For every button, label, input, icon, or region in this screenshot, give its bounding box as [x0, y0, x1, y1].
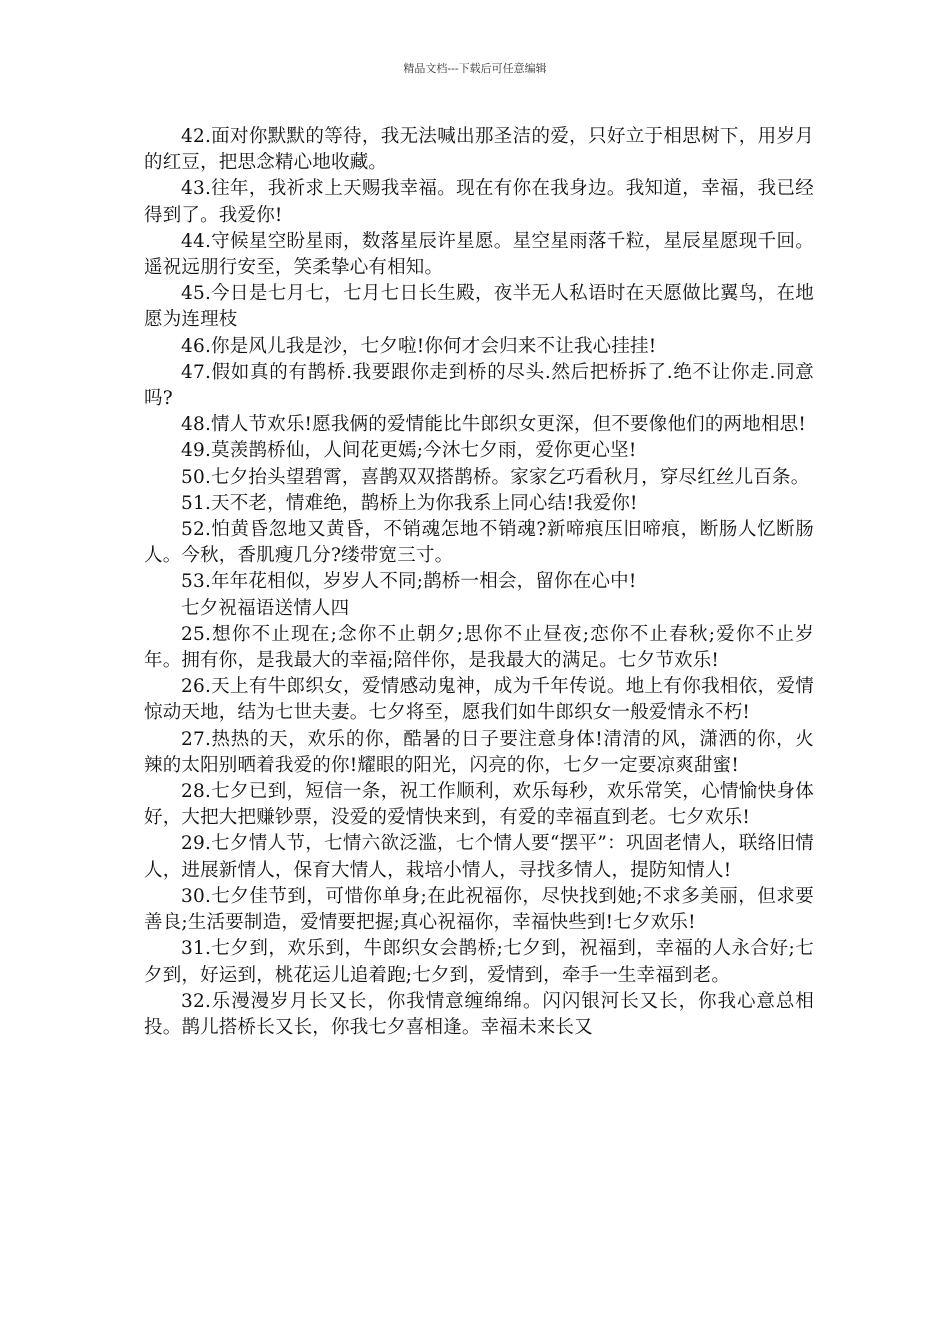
paragraph-30: 30.七夕佳节到，可惜你单身;在此祝福你，尽快找到她;不求多美丽，但求要善良;生活要制造，爱情要把握;真心祝福你，幸福快些到!七夕欢乐!: [144, 885, 814, 934]
paragraph-28: 28.七夕已到，短信一条，祝工作顺利，欢乐每秒，欢乐常笑，心情愉快身体好，大把大把赚钞票，没爱的爱情快来到，有爱的幸福直到老。七夕欢乐!: [144, 781, 814, 829]
paragraph-31: 31.七夕到，欢乐到，牛郎织女会鹊桥;七夕到，祝福到，幸福的人永合好;七夕到，好运到，桃花运儿追着跑;七夕到，爱情到，牵手一生幸福到老。: [144, 938, 814, 986]
paragraph-26: 26.天上有牛郎织女，爱情感动鬼神，成为千年传说。地上有你我相依，爱情惊动天地，结为七世夫妻。七夕将至，愿我们如牛郎织女一般爱情永不朽!: [144, 676, 814, 724]
paragraph-43: 43.往年，我祈求上天赐我幸福。现在有你在我身边。我知道，幸福，我已经得到了。我爱你!: [144, 178, 814, 226]
paragraph-53: 53.年年花相似，岁岁人不同;鹊桥一相会，留你在心中!: [181, 571, 637, 593]
paragraph-51: 51.天不老，情难绝，鹊桥上为你我系上同心结!我爱你!: [181, 492, 638, 514]
section-heading: 七夕祝福语送情人四: [181, 597, 350, 619]
paragraph-52: 52.怕黄昏忽地又黄昏，不销魂怎地不销魂?新啼痕压旧啼痕，断肠人忆断肠人。今秋，香肌瘦几分?缕带宽三寸。: [144, 519, 814, 567]
paragraph-42: 42.面对你默默的等待，我无法喊出那圣洁的爱，只好立于相思树下，用岁月的红豆，把思念精心地收藏。: [144, 126, 814, 174]
paragraph-46: 46.你是风儿我是沙，七夕啦!你何才会归来不让我心挂挂!: [181, 335, 657, 357]
paragraph-47: 47.假如真的有鹊桥.我要跟你走到桥的尽头.然后把桥拆了.绝不让你走.同意吗?: [144, 361, 814, 410]
paragraph-32: 32.乐漫漫岁月长又长，你我情意缠绵绵。闪闪银河长又长，你我心意总相投。鹊儿搭桥长又长，你我七夕喜相逢。幸福未来长又: [144, 990, 814, 1038]
paragraph-50: 50.七夕抬头望碧霄，喜鹊双双搭鹊桥。家家乞巧看秋月，穿尽红丝儿百条。: [181, 466, 810, 488]
paragraph-48: 48.情人节欢乐!愿我俩的爱情能比牛郎织女更深，但不要像他们的两地相思!: [181, 414, 806, 436]
paragraph-29: 29.七夕情人节，七情六欲泛滥，七个情人要“摆平”：巩固老情人，联络旧情人，进展新情人，保育大情人，栽培小情人，寻找多情人，提防知情人!: [144, 833, 814, 881]
paragraph-27: 27.热热的天，欢乐的你，酷暑的日子要注意身体!清清的风，潇洒的你，火辣的太阳别晒着我爱的你!耀眼的阳光，闪亮的你，七夕一定要凉爽甜蜜!: [144, 728, 814, 776]
paragraph-49: 49.莫羡鹊桥仙，人间花更嫣;今沐七夕雨，爱你更心坚!: [181, 440, 637, 462]
paragraph-44: 44.守候星空盼星雨，数落星辰许星愿。星空星雨落千粒，星辰星愿现千回。遥祝远朋行安至，笑柔挚心有相知。: [144, 230, 814, 279]
page-header: 精品文档---下载后可任意编辑: [403, 62, 547, 75]
paragraph-45: 45.今日是七月七，七月七日长生殿，夜半无人私语时在天愿做比翼鸟，在地愿为连理枝: [144, 283, 814, 331]
document-body: [144, 124, 814, 1041]
paragraph-25: 25.想你不止现在;念你不止朝夕;思你不止昼夜;恋你不止春秋;爱你不止岁年。拥有你，是我最大的幸福;陪伴你，是我最大的满足。七夕节欢乐!: [144, 623, 814, 672]
